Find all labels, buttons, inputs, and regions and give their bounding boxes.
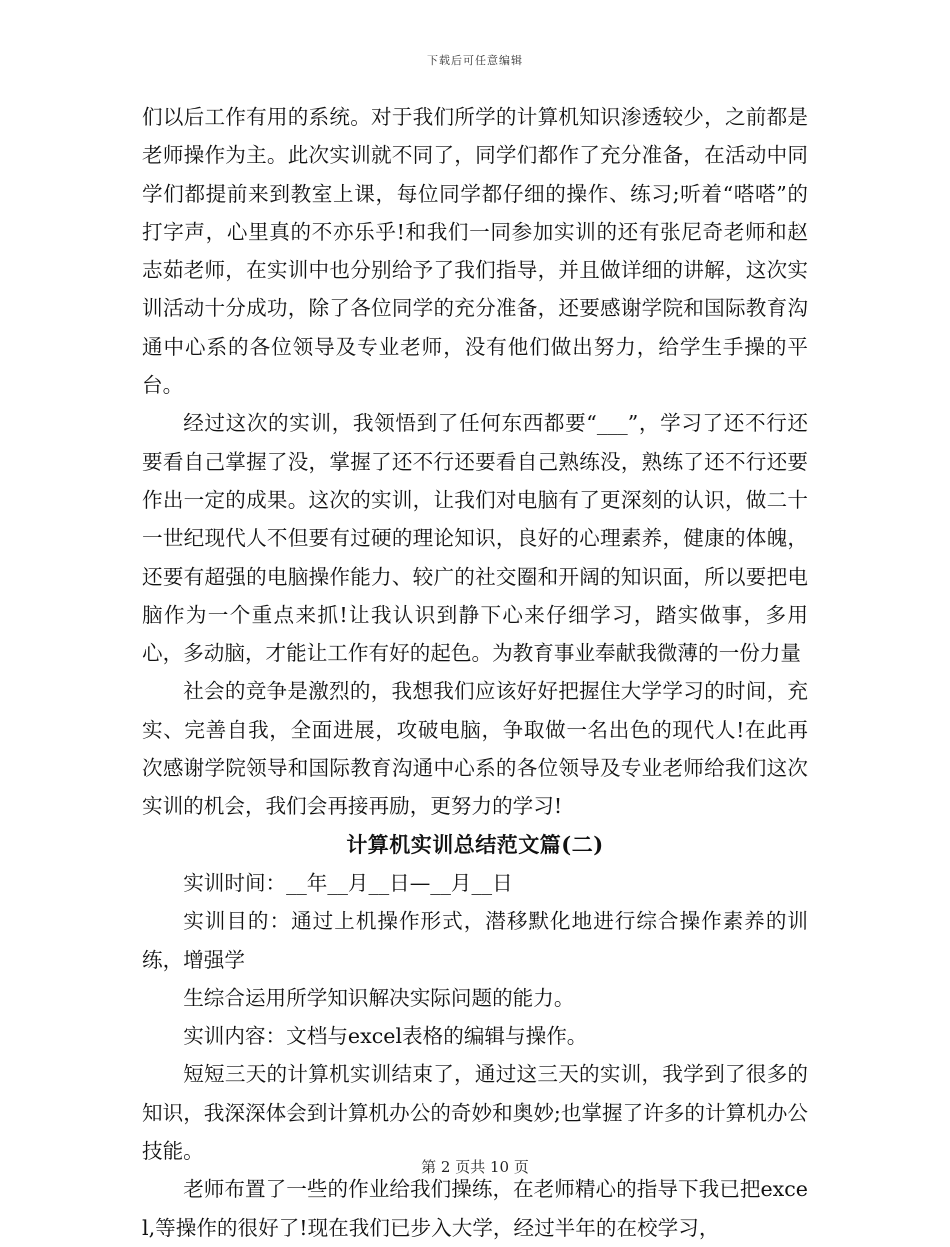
paragraph-conclusion: 社会的竞争是激烈的，我想我们应该好好把握住大学学习的时间，充实、完善自我，全面进展，攻破电脑，争取做一名出色的现代人!在此再次感谢学院领导和国际教育沟通中心系的各位领导及专业老师给我们这次实训的机会，我们会再接再励，更努力的学习!: [142, 679, 808, 819]
paragraph-summary: 短短三天的计算机实训结束了，通过这三天的实训，我学到了很多的知识，我深深体会到计算机办公的奇妙和奥妙;也掌握了许多的计算机办公技能。: [142, 1062, 808, 1164]
paragraph-practice: 老师布置了一些的作业给我们操练，在老师精心的指导下我已把excel,等操作的很好了!现在我们已步入大学，经过半年的在校学习，: [142, 1177, 808, 1240]
page-header: 下载后可任意编辑: [427, 54, 523, 67]
document-body: [142, 98, 808, 1247]
page-footer: 第 2 页共 10 页: [421, 1158, 529, 1176]
training-content: 实训内容：文档与excel表格的编辑与操作。: [183, 1024, 588, 1049]
section-title: 计算机实训总结范文篇(二): [346, 831, 604, 857]
paragraph-continuation: 们以后工作有用的系统。对于我们所学的计算机知识渗透较少，之前都是老师操作为主。此次实训就不同了，同学们都作了充分准备，在活动中同学们都提前来到教室上课，每位同学都仔细的操作、练习;听着“嗒嗒”的打字声，心里真的不亦乐乎!和我们一同参加实训的还有张尼奇老师和赵志茹老师，在实训中也分别给予了我们指导，并且做详细的讲解，这次实训活动十分成功，除了各位同学的充分准备，还要感谢学院和国际教育沟通中心系的各位领导及专业老师，没有他们做出努力，给学生手操的平台。: [142, 105, 808, 398]
training-time: 实训时间：__年__月__日—__月__日: [183, 870, 513, 895]
training-purpose: 实训目的：通过上机操作形式，潜移默化地进行综合操作素养的训练，增强学: [142, 909, 808, 972]
paragraph-reflection: 经过这次的实训，我领悟到了任何东西都要“___”，学习了还不行还要看自己掌握了没，掌握了还不行还要看自己熟练没，熟练了还不行还要作出一定的成果。这次的实训，让我们对电脑有了更深刻的认识，做二十一世纪现代人不但要有过硬的理论知识，良好的心理素养，健康的体魄，还要有超强的电脑操作能力、较广的社交圈和开阔的知识面，所以要把电脑作为一个重点来抓!让我认识到静下心来仔细学习，踏实做事，多用心，多动脑，才能让工作有好的起色。为教育事业奉献我微薄的一份力量: [142, 411, 808, 666]
training-purpose-continued: 生综合运用所学知识解决实际问题的能力。: [183, 985, 575, 1010]
